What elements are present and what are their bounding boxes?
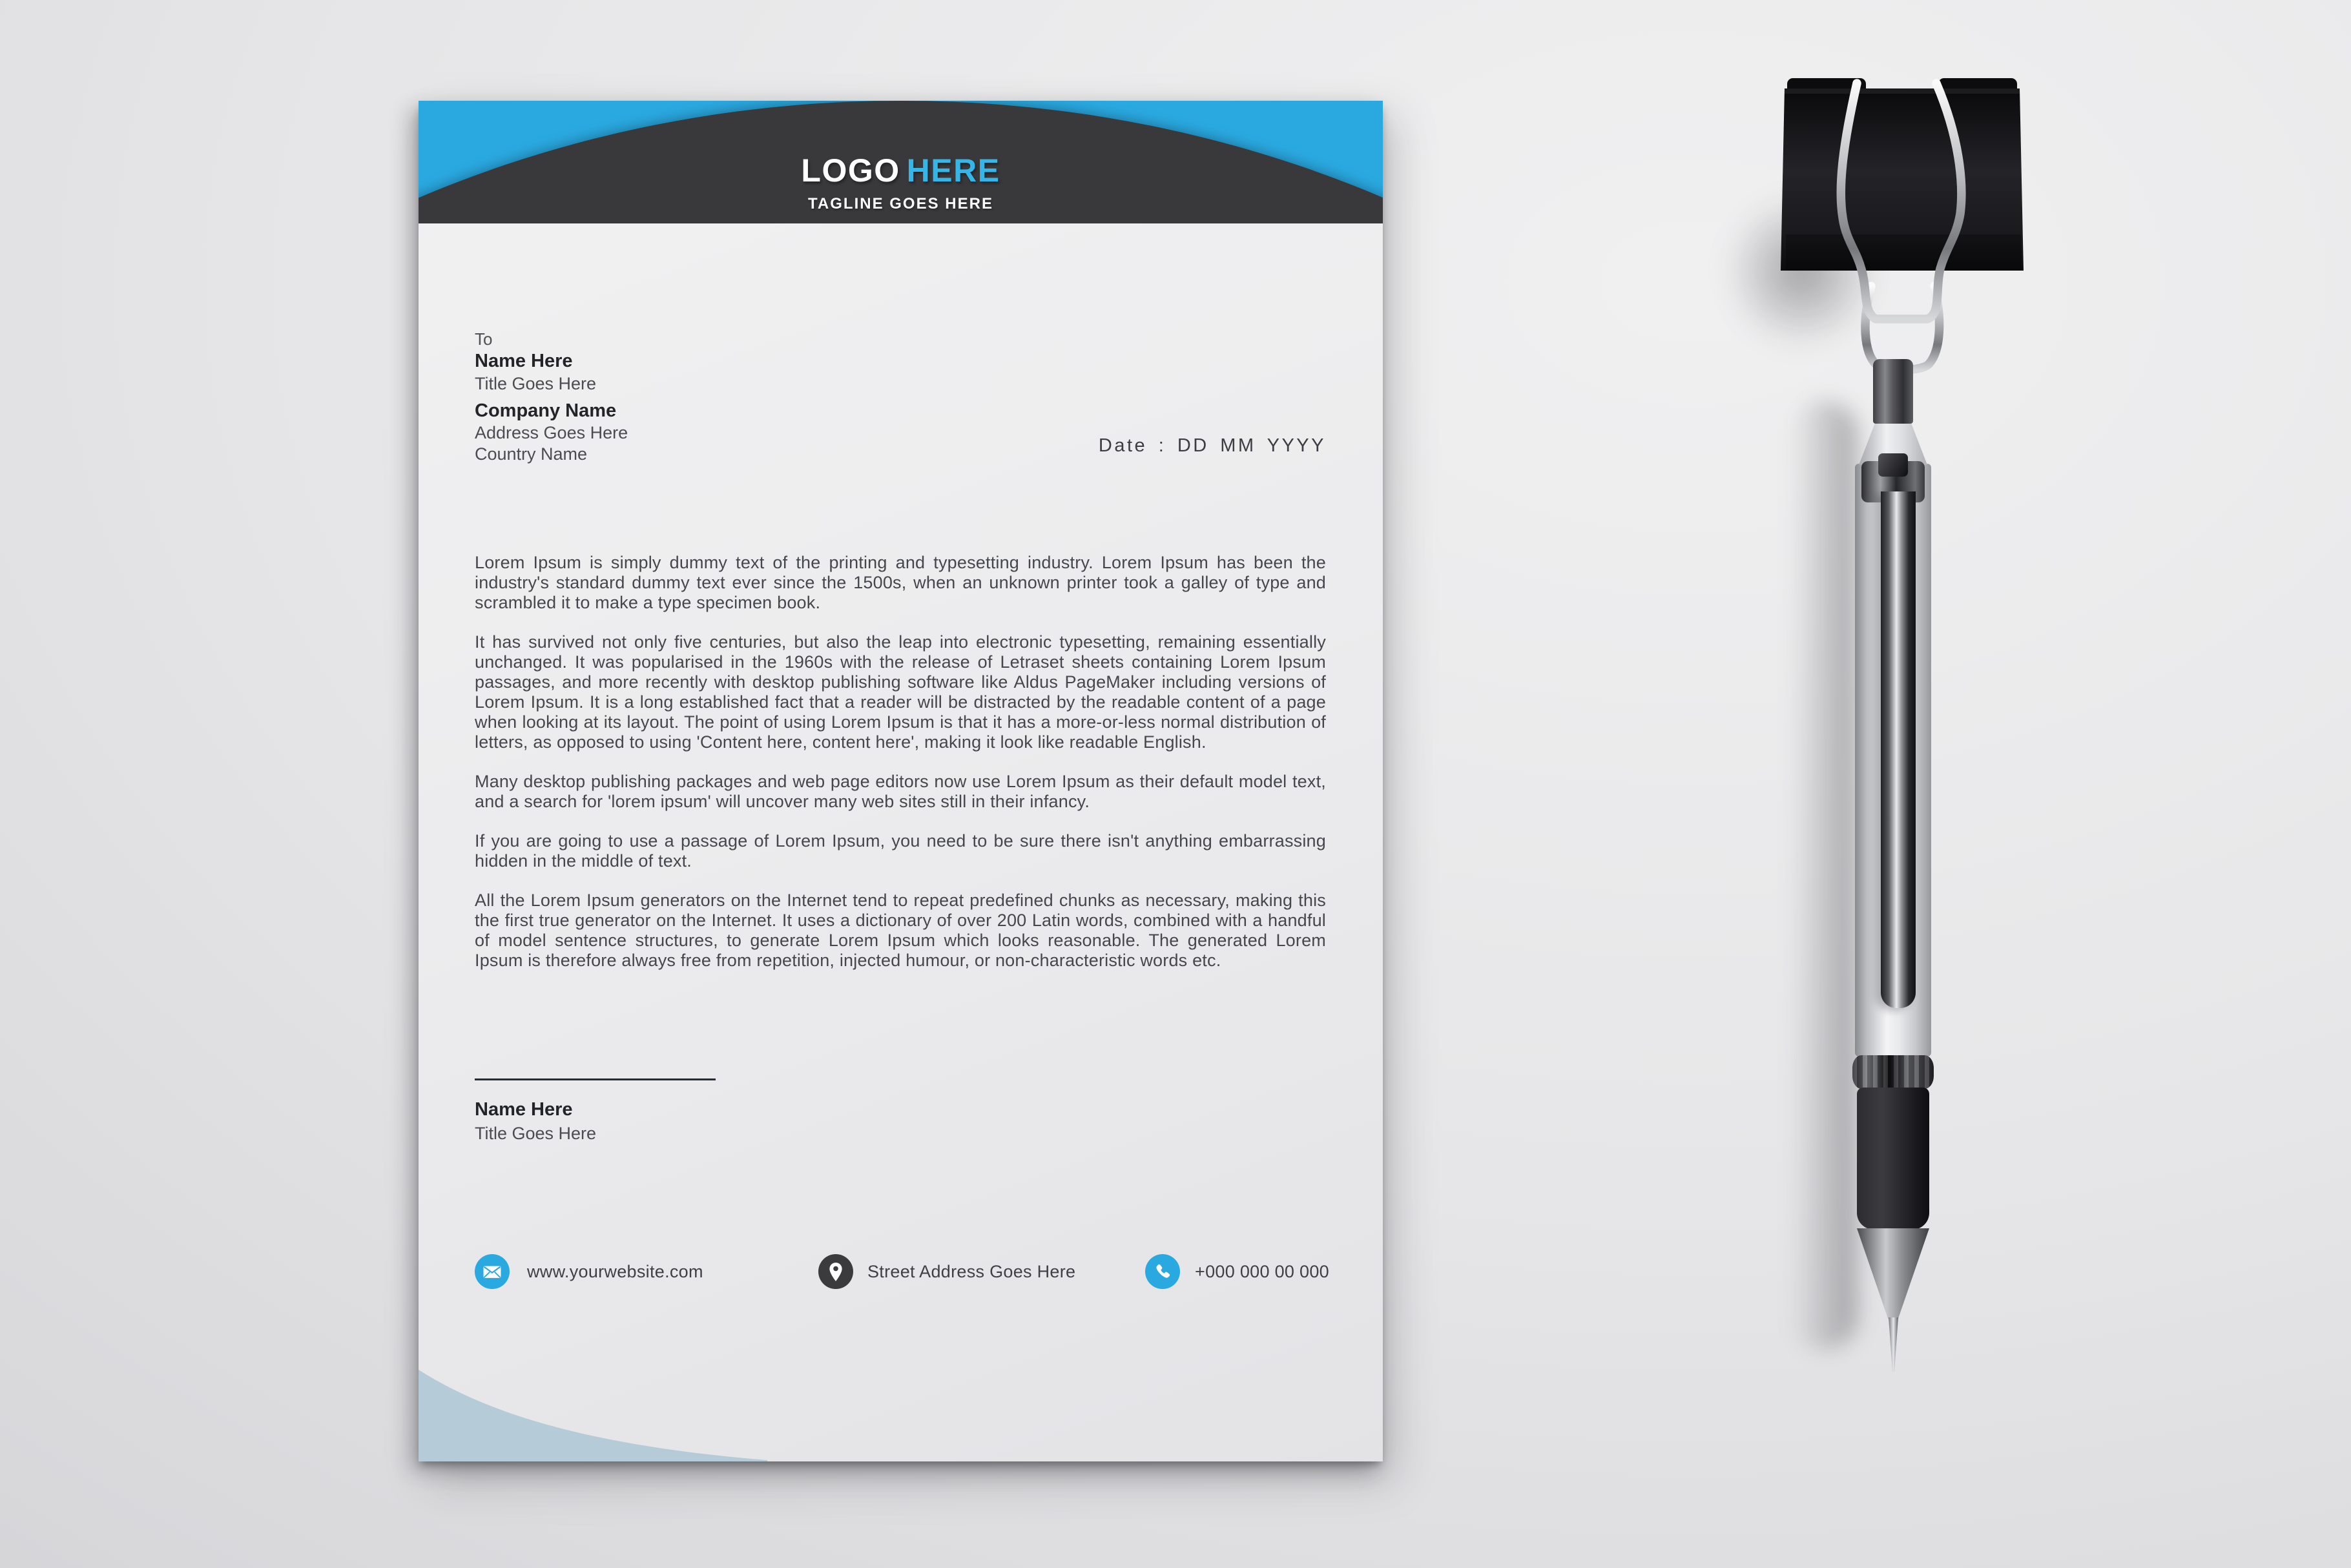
logo-text-accent: HERE: [906, 152, 1000, 189]
recipient-name: Name Here: [475, 351, 573, 371]
letter-body: [475, 553, 1326, 990]
body-paragraph-2: It has survived not only five centuries, but also the leap into electronic typesetting, remaining essentially unchanged. It was popularised in the 1960s with the release of Letraset sheets containing Lorem Ipsum passages, and more recently with desktop publishing software like Aldus PageMaker including versions of Lorem Ipsum. It is a long established fact that a reader will be distracted by the readable content of a page when looking at its layout. The point of using Lorem Ipsum is that it has a more-or-less normal distribution of letters, as opposed to using 'Content here, content here', making it look like readable English.: [475, 632, 1326, 752]
recipient-title: Title Goes Here: [475, 374, 597, 393]
pen-ring-band: [1852, 1055, 1934, 1089]
recipient-address: Address Goes Here: [475, 423, 628, 442]
location-icon: [818, 1254, 853, 1289]
pen-clip-knob: [1878, 453, 1908, 477]
footer-website-text: www.yourwebsite.com: [527, 1261, 703, 1281]
pen-grip: [1857, 1088, 1929, 1230]
recipient-country: Country Name: [475, 444, 588, 464]
footer-address-item: [818, 1253, 1075, 1290]
phone-icon: [1145, 1254, 1180, 1289]
letterhead-page: [419, 101, 1383, 1461]
ballpoint-pen: [1855, 359, 1931, 1379]
pen-plunger: [1873, 359, 1913, 424]
pen-shadow: [1790, 400, 1858, 1350]
signature-title: Title Goes Here: [475, 1124, 597, 1143]
recipient-to-label: To: [475, 329, 493, 349]
recipient-block: [475, 328, 628, 465]
body-paragraph-1: Lorem Ipsum is simply dummy text of the printing and typesetting industry. Lorem Ipsum has been the industry's standard dummy text ever since the 1500s, when an unknown printer took a galley of type and scrambled it to make a type specimen book.: [475, 553, 1326, 612]
binder-clip: [1773, 61, 2031, 397]
signature-line: [475, 1078, 716, 1080]
date-line: Date : DD MM YYYY: [1098, 435, 1326, 456]
body-paragraph-5: All the Lorem Ipsum generators on the Internet tend to repeat predefined chunks as necessary, making this the first true generator on the Internet. It uses a dictionary of over 200 Latin words, combined with a handful of model sentence structures, to generate Lorem Ipsum which looks reasonable. The generated Lorem Ipsum is therefore always free from repetition, injected humour, or non-characteristic words etc.: [475, 891, 1326, 970]
footer-phone-item: [1145, 1253, 1329, 1290]
signature-name: Name Here: [475, 1099, 573, 1120]
footer-address-text: Street Address Goes Here: [867, 1261, 1076, 1281]
footer-phone-text: +000 000 00 000: [1195, 1261, 1329, 1281]
pen-tip-cone: [1857, 1228, 1929, 1319]
logo-text: [419, 154, 1383, 187]
body-paragraph-3: Many desktop publishing packages and web page editors now use Lorem Ipsum as their default model text, and a search for 'lorem ipsum' will uncover many web sites still in their infancy.: [475, 772, 1326, 811]
corner-wave-shape: [419, 1367, 767, 1461]
body-paragraph-4: If you are going to use a passage of Lorem Ipsum, you need to be sure there isn't anything embarrassing hidden in the middle of text.: [475, 831, 1326, 871]
footer-website-item: [475, 1253, 703, 1290]
recipient-company: Company Name: [475, 400, 617, 421]
logo-tagline: TAGLINE GOES HERE: [808, 195, 993, 212]
pen-tip-point: [1889, 1317, 1898, 1372]
logo-text-primary: LOGO: [801, 152, 900, 189]
letterhead-header: [419, 101, 1383, 223]
email-icon: [475, 1254, 510, 1289]
pen-pocket-clip: [1881, 491, 1916, 1008]
logo: [419, 101, 1383, 213]
